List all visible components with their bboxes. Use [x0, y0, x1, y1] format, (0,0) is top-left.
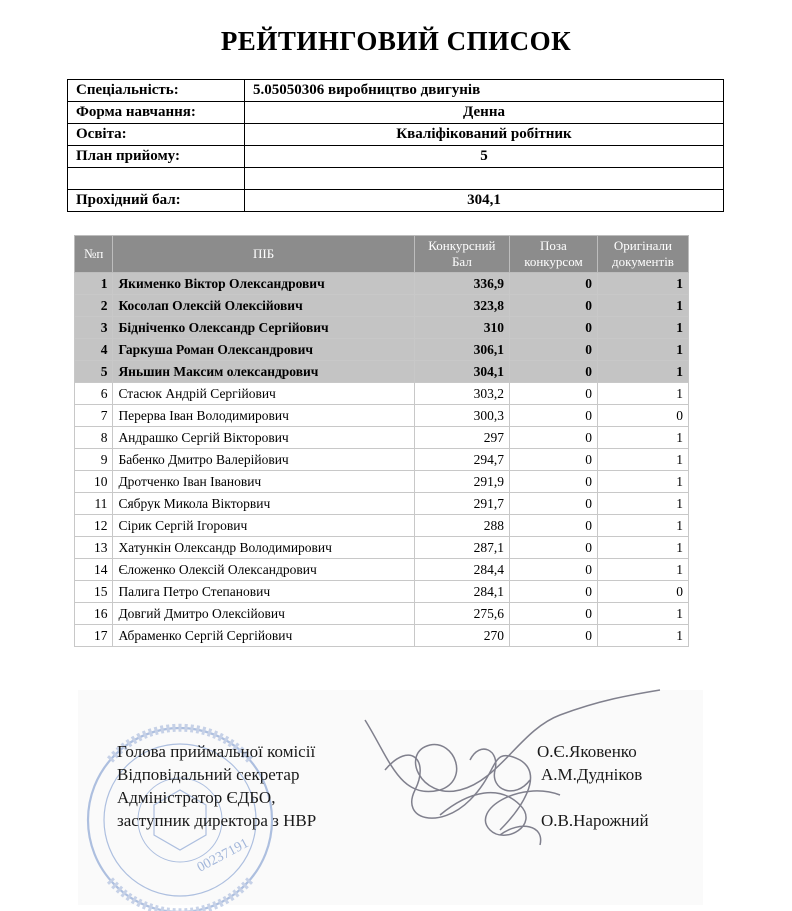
cell-outside: 0 [509, 361, 597, 383]
cell-num: 12 [75, 515, 113, 537]
plan-value: 5 [245, 146, 724, 168]
cell-score: 336,9 [414, 273, 509, 295]
cell-score: 304,1 [414, 361, 509, 383]
cell-originals: 1 [597, 471, 688, 493]
role-secretary: Відповідальний секретар [117, 765, 300, 784]
cell-originals: 1 [597, 559, 688, 581]
role-chair: Голова приймальної комісії [117, 742, 316, 761]
cell-outside: 0 [509, 625, 597, 647]
cell-name: Гаркуша Роман Олександрович [113, 339, 414, 361]
cell-outside: 0 [509, 273, 597, 295]
cell-name: Бабенко Дмитро Валерійович [113, 449, 414, 471]
person-secretary: А.М.Дудніков [541, 765, 643, 784]
cell-originals: 1 [597, 493, 688, 515]
cell-originals: 1 [597, 339, 688, 361]
cell-score: 291,9 [414, 471, 509, 493]
header-outside-line1: Поза [540, 238, 567, 253]
cell-score: 297 [414, 427, 509, 449]
cell-originals: 0 [597, 405, 688, 427]
cell-score: 284,1 [414, 581, 509, 603]
stamp-code: 00237191 [194, 835, 252, 876]
cell-originals: 1 [597, 273, 688, 295]
cell-name: Єложенко Олексій Олександрович [113, 559, 414, 581]
cell-originals: 0 [597, 581, 688, 603]
cell-originals: 1 [597, 537, 688, 559]
cell-num: 3 [75, 317, 113, 339]
cell-score: 275,6 [414, 603, 509, 625]
cell-originals: 1 [597, 295, 688, 317]
cell-num: 8 [75, 427, 113, 449]
person-chair: О.Є.Яковенко [537, 742, 637, 761]
header-originals-line2: документів [611, 254, 674, 269]
plan-label: План прийому: [68, 146, 245, 168]
cell-outside: 0 [509, 515, 597, 537]
cell-score: 287,1 [414, 537, 509, 559]
header-originals-line1: Оригінали [613, 238, 672, 253]
cell-num: 6 [75, 383, 113, 405]
role-deputy: заступник директора з НВР [117, 811, 317, 830]
cell-name: Хатункін Олександр Володимирович [113, 537, 414, 559]
cell-name: Косолап Олексій Олексійович [113, 295, 414, 317]
cell-outside: 0 [509, 427, 597, 449]
cell-num: 14 [75, 559, 113, 581]
cell-score: 310 [414, 317, 509, 339]
header-num: №п [75, 236, 113, 273]
cell-outside: 0 [509, 581, 597, 603]
header-score-line2: Бал [451, 254, 472, 269]
cell-originals: 1 [597, 625, 688, 647]
page-title: РЕЙТИНГОВИЙ СПИСОК [220, 26, 572, 56]
cell-name: Стасюк Андрій Сергійович [113, 383, 414, 405]
cell-num: 15 [75, 581, 113, 603]
cell-num: 7 [75, 405, 113, 427]
cell-score: 291,7 [414, 493, 509, 515]
cell-originals: 1 [597, 383, 688, 405]
cell-name: Сябрук Микола Вікторвич [113, 493, 414, 515]
cell-outside: 0 [509, 449, 597, 471]
cell-originals: 1 [597, 427, 688, 449]
header-outside-line2: конкурсом [524, 254, 583, 269]
cell-outside: 0 [509, 559, 597, 581]
cell-score: 294,7 [414, 449, 509, 471]
form-value: Денна [245, 102, 724, 124]
cell-score: 284,4 [414, 559, 509, 581]
cell-score: 288 [414, 515, 509, 537]
cell-originals: 1 [597, 317, 688, 339]
cell-score: 300,3 [414, 405, 509, 427]
passing-value: 304,1 [245, 190, 724, 212]
cell-name: Довгий Дмитро Олексійович [113, 603, 414, 625]
specialty-value: 5.05050306 виробництво двигунів [245, 80, 724, 102]
cell-name: Перерва Іван Володимирович [113, 405, 414, 427]
cell-outside: 0 [509, 405, 597, 427]
education-label: Освіта: [68, 124, 245, 146]
cell-outside: 0 [509, 339, 597, 361]
header-score-line1: Конкурсний [428, 238, 496, 253]
cell-name: Сірик Сергій Ігорович [113, 515, 414, 537]
signature-roles [117, 740, 316, 832]
cell-name: Яньшин Максим олександрович [113, 361, 414, 383]
cell-num: 11 [75, 493, 113, 515]
cell-score: 303,2 [414, 383, 509, 405]
cell-num: 17 [75, 625, 113, 647]
cell-name: Палига Петро Степанович [113, 581, 414, 603]
cell-num: 16 [75, 603, 113, 625]
cell-name: Андрашко Сергій Вікторович [113, 427, 414, 449]
cell-num: 5 [75, 361, 113, 383]
cell-name: Якименко Віктор Олександрович [113, 273, 414, 295]
cell-num: 1 [75, 273, 113, 295]
cell-score: 270 [414, 625, 509, 647]
cell-num: 10 [75, 471, 113, 493]
cell-name: Бідніченко Олександр Сергійович [113, 317, 414, 339]
specialty-label: Спеціальність: [68, 80, 245, 102]
cell-outside: 0 [509, 493, 597, 515]
cell-outside: 0 [509, 603, 597, 625]
cell-score: 323,8 [414, 295, 509, 317]
cell-originals: 1 [597, 449, 688, 471]
cell-outside: 0 [509, 317, 597, 339]
cell-outside: 0 [509, 295, 597, 317]
cell-name: Абраменко Сергій Сергійович [113, 625, 414, 647]
form-label: Форма навчання: [68, 102, 245, 124]
role-administrator: Адміністратор ЄДБО, [117, 788, 276, 807]
header-name: ПІБ [113, 236, 414, 273]
cell-score: 306,1 [414, 339, 509, 361]
passing-label: Прохідний бал: [68, 190, 245, 212]
education-value: Кваліфікований робітник [245, 124, 724, 146]
cell-outside: 0 [509, 383, 597, 405]
person-deputy: О.В.Нарожний [541, 811, 649, 830]
cell-name: Дротченко Іван Іванович [113, 471, 414, 493]
cell-outside: 0 [509, 537, 597, 559]
cell-originals: 1 [597, 603, 688, 625]
cell-num: 4 [75, 339, 113, 361]
cell-num: 9 [75, 449, 113, 471]
cell-originals: 1 [597, 515, 688, 537]
cell-num: 2 [75, 295, 113, 317]
cell-num: 13 [75, 537, 113, 559]
cell-originals: 1 [597, 361, 688, 383]
cell-outside: 0 [509, 471, 597, 493]
